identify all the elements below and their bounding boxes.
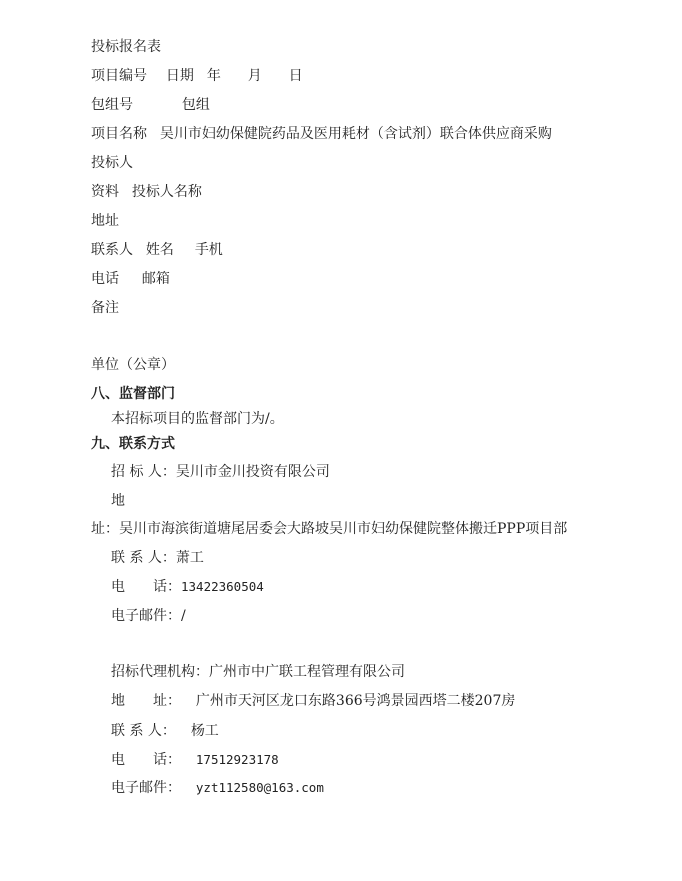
form-row-material	[91, 182, 202, 202]
tenderer-address-row	[91, 519, 567, 539]
form-row-phone	[91, 269, 170, 289]
form-row-address: 地址	[91, 213, 119, 229]
form-row-project-number	[91, 66, 303, 86]
day-label: 日	[288, 68, 303, 84]
package-label: 包组号	[91, 97, 133, 113]
date-label: 日期	[165, 68, 194, 84]
form-title: 投标报名表	[91, 39, 161, 55]
agency-contact-value: 杨工	[190, 723, 219, 739]
tenderer-phone-label: 电 话：	[111, 579, 181, 595]
agency-address-value: 广州市天河区龙口东路366号鸿景园西塔二楼207房	[195, 693, 516, 709]
year-label: 年	[206, 68, 221, 84]
form-row-project-name	[91, 124, 552, 144]
tenderer-name-row	[111, 462, 330, 482]
phone-label: 电话	[91, 271, 119, 287]
tenderer-email-label: 电子邮件：	[111, 608, 181, 624]
section8-text: 本招标项目的监督部门为/。	[111, 411, 284, 427]
tenderer-address-value: 吴川市海滨街道塘尾居委会大路坡吴川市妇幼保健院整体搬迁PPP项目部	[119, 521, 568, 537]
email-label: 邮箱	[141, 271, 170, 287]
tenderer-name-value: 吴川市金川投资有限公司	[175, 464, 330, 480]
tenderer-email-value: /	[181, 608, 186, 624]
agency-email-label: 电子邮件：	[111, 780, 181, 796]
tenderer-phone-row	[111, 577, 264, 597]
bidder-name-label: 投标人名称	[131, 184, 202, 200]
tenderer-contact-row	[111, 548, 204, 568]
form-row-remarks: 备注	[91, 300, 119, 316]
month-label: 月	[247, 68, 262, 84]
seal-label: 单位（公章）	[91, 357, 175, 373]
form-row-package	[91, 95, 210, 115]
name-label: 姓名	[145, 242, 174, 258]
tenderer-name-label: 招 标 人：	[111, 464, 176, 480]
project-name-label: 项目名称	[91, 126, 147, 142]
agency-name-row	[111, 662, 405, 682]
project-number-label: 项目编号	[91, 68, 147, 84]
tenderer-contact-label: 联 系 人：	[111, 550, 176, 566]
agency-name-label: 招标代理机构：	[111, 664, 209, 680]
tenderer-address-label-2: 址：	[91, 521, 119, 537]
agency-email-row	[111, 778, 324, 798]
contact-label: 联系人	[91, 242, 133, 258]
agency-phone-label: 电 话：	[111, 752, 181, 768]
material-label: 资料	[91, 184, 119, 200]
tenderer-address-label-1: 地	[111, 493, 125, 509]
mobile-label: 手机	[194, 242, 223, 258]
agency-contact-label: 联 系 人：	[111, 723, 176, 739]
package-value: 包组	[181, 97, 210, 113]
agency-address-label: 地 址：	[111, 693, 181, 709]
section9-heading: 九、联系方式	[91, 436, 175, 452]
tenderer-phone-value: 13422360504	[181, 579, 264, 594]
agency-phone-value: 17512923178	[195, 752, 279, 767]
section8-heading: 八、监督部门	[91, 386, 175, 402]
agency-contact-row	[111, 721, 219, 741]
agency-name-value: 广州市中广联工程管理有限公司	[209, 664, 405, 680]
agency-address-row	[111, 691, 515, 711]
agency-email-value: yzt112580@163.com	[195, 780, 324, 795]
tenderer-contact-value: 萧工	[175, 550, 204, 566]
tenderer-email-row	[111, 606, 186, 626]
form-row-bidder: 投标人	[91, 155, 133, 171]
project-name-value: 吴川市妇幼保健院药品及医用耗材（含试剂）联合体供应商采购	[159, 126, 552, 142]
form-row-contact	[91, 240, 223, 260]
agency-phone-row	[111, 750, 279, 770]
